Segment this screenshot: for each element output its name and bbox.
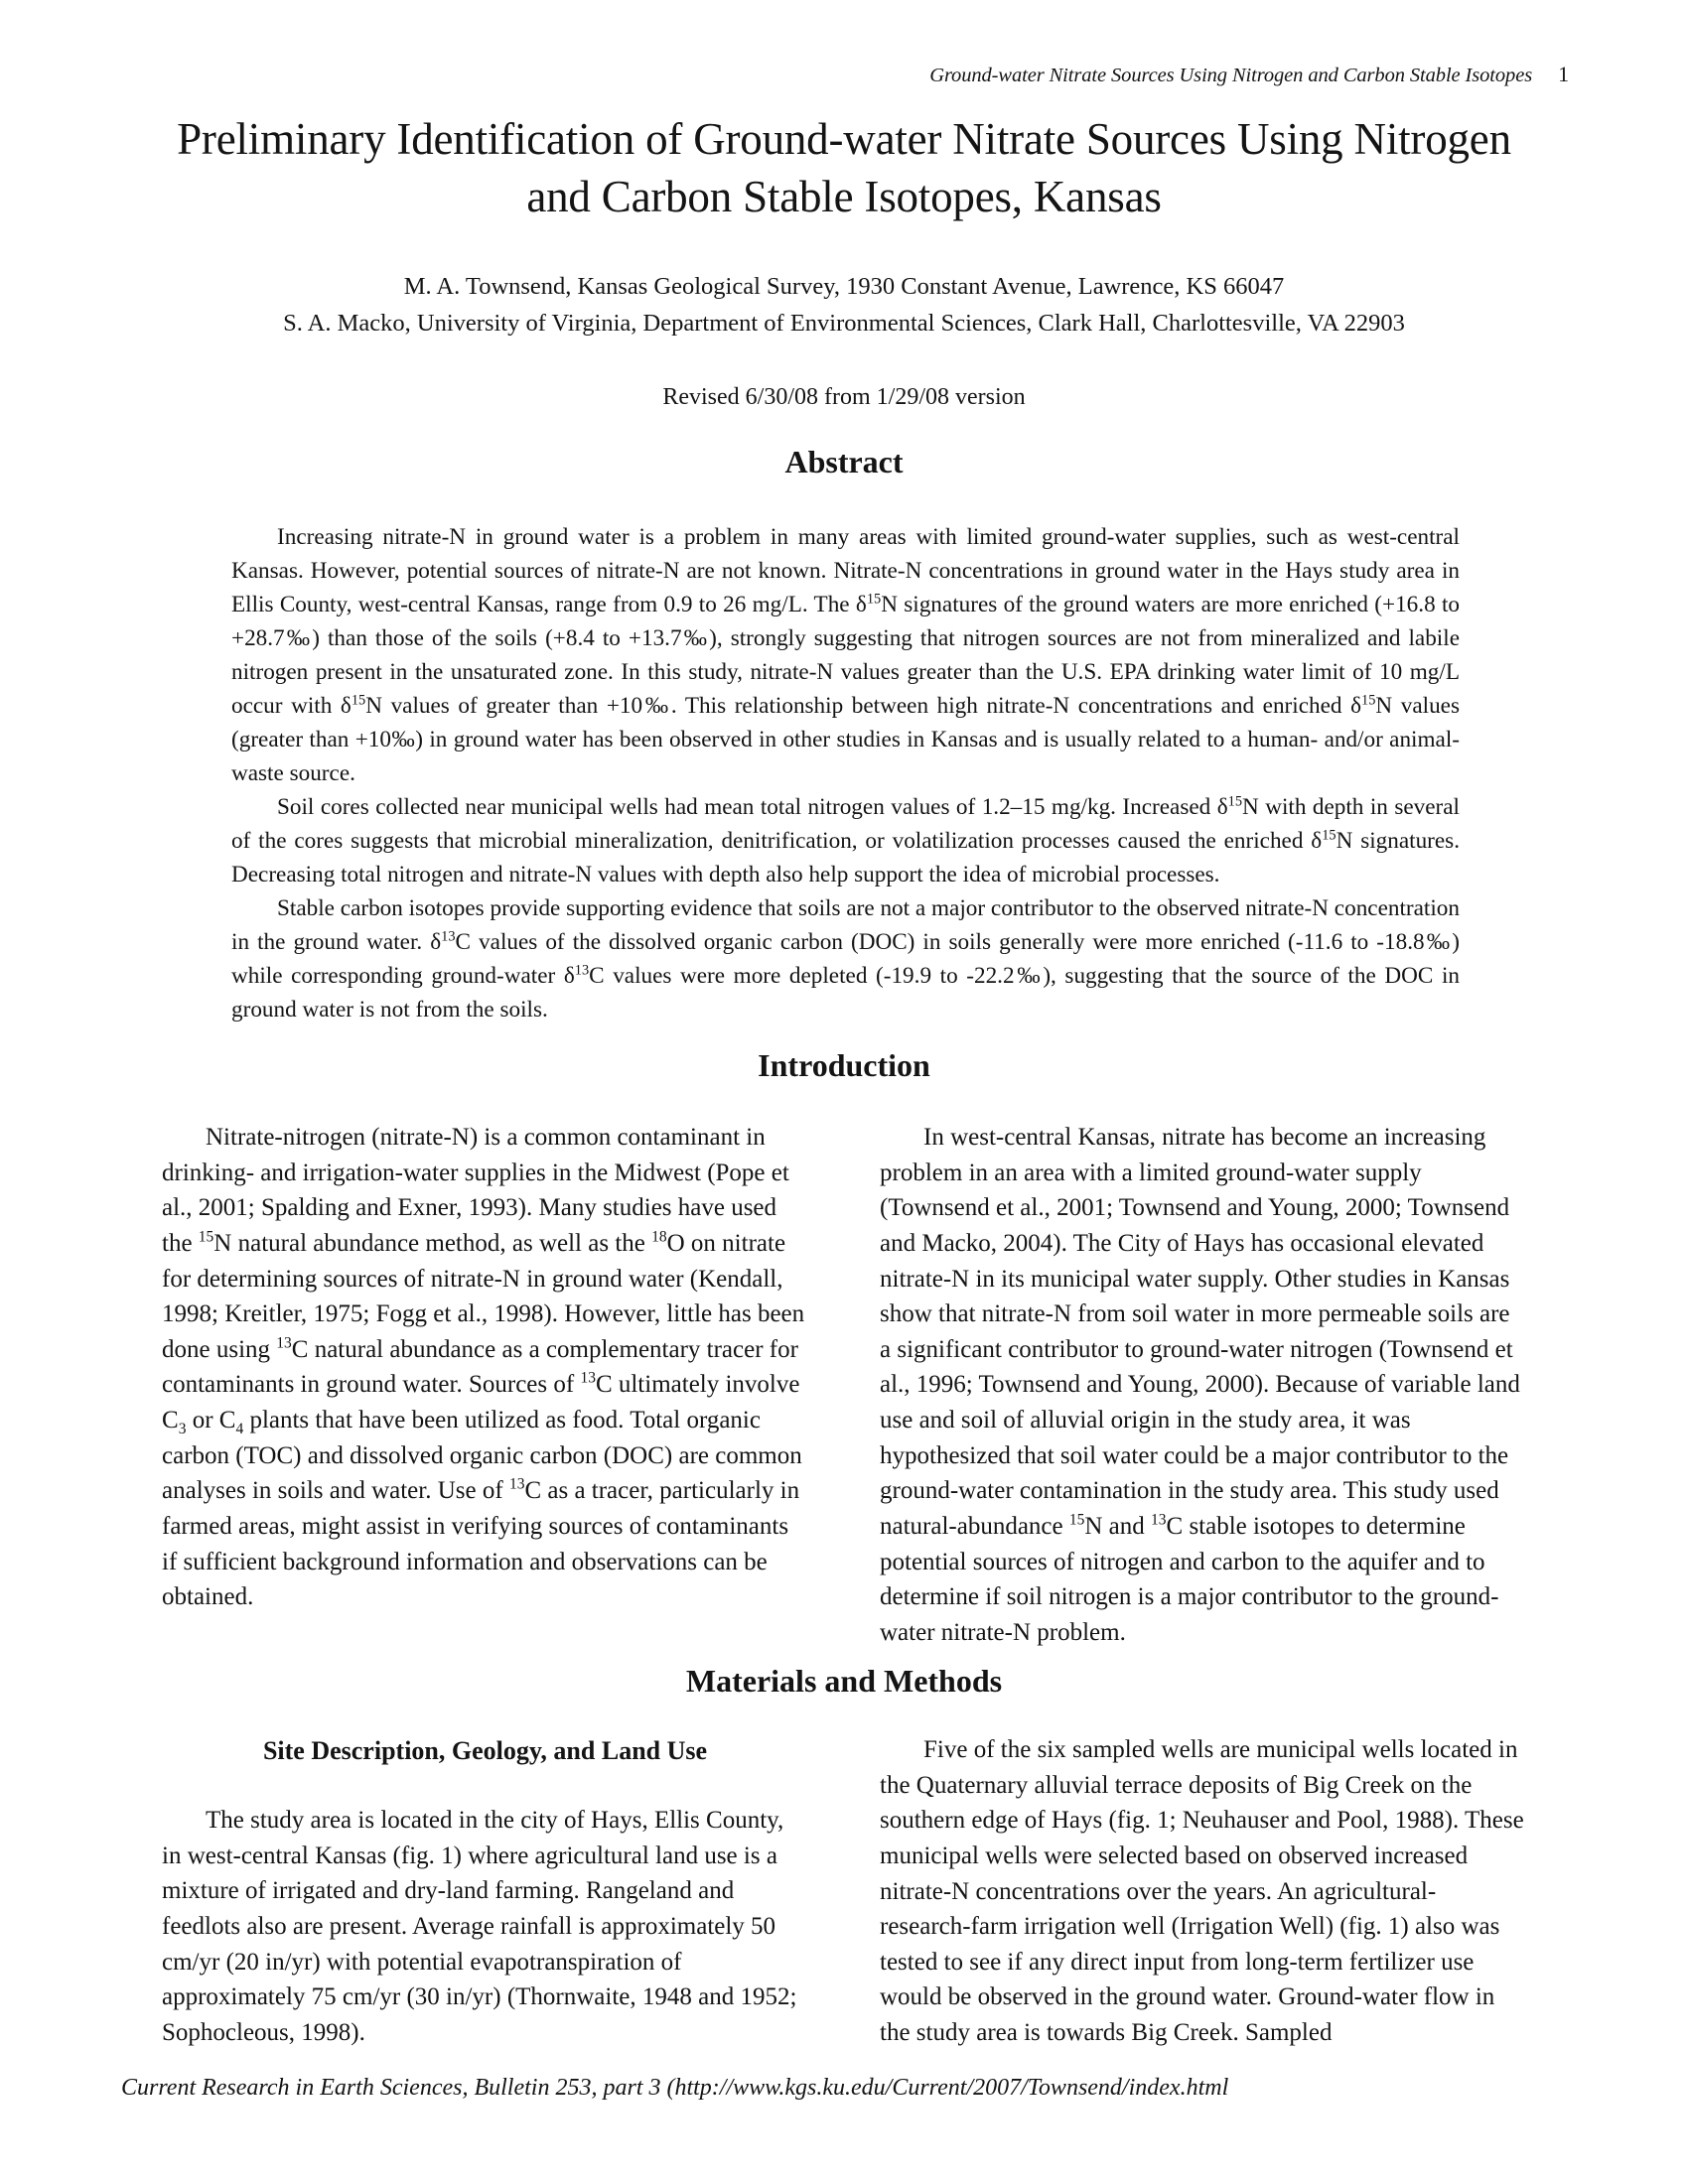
materials-right-column <box>880 1732 1526 2051</box>
page-title: Preliminary Identification of Ground-water Nitrate Sources Using Nitrogen and Carbon Stable Isotopes, Kansas <box>177 114 1511 221</box>
introduction-right-column <box>880 1120 1526 1650</box>
page-number: 1 <box>1558 62 1569 86</box>
author-line-2: S. A. Macko, University of Virginia, Department of Environmental Sciences, Clark Hall, Charlottesville, VA 22903 <box>283 309 1405 337</box>
footer-citation: Current Research in Earth Sciences, Bulletin 253, part 3 (http://www.kgs.ku.edu/Current/2007/Townsend/index.html <box>121 2075 1229 2101</box>
abstract-body <box>231 521 1460 1027</box>
introduction-left-column <box>162 1120 808 1650</box>
introduction-heading: Introduction <box>758 1047 930 1083</box>
abstract-heading: Abstract <box>784 444 904 479</box>
materials-paragraph-right: Five of the six sampled wells are municipal wells located in the Quaternary alluvial terrace deposits of Big Creek on the southern edge of Hays (fig. 1; Neuhauser and Pool, 1988). These municipal wells were selected based on observed increased nitrate-N concentrations over the years. An agricultural-research-farm irrigation well (Irrigation Well) (fig. 1) also was tested to see if any direct input from long-term fertilizer use would be observed in the ground water. Ground-water flow in the study area is towards Big Creek. Sampled <box>880 1736 1524 2046</box>
author-line-1: M. A. Townsend, Kansas Geological Survey, 1930 Constant Avenue, Lawrence, KS 66047 <box>403 273 1285 301</box>
introduction-columns <box>162 1120 1527 1650</box>
author-affiliation-block <box>149 269 1539 342</box>
title-block <box>149 111 1539 411</box>
running-head <box>929 62 1569 87</box>
site-description-subheading: Site Description, Geology, and Land Use <box>262 1736 708 1765</box>
revision-note: Revised 6/30/08 from 1/29/08 version <box>662 383 1026 410</box>
abstract-paragraph-2: Soil cores collected near municipal wells had mean total nitrogen values of 1.2–15 mg/kg. Increased $\delta^{15}N$ with depth in several of the cores suggests that microbial mineralization, denitrification, or volatilization processes caused the enriched $\delta^{15}N$ signatures. Decreasing total nitrogen and nitrate-N values with depth also help support the idea of microbial processes. <box>231 793 1461 887</box>
materials-and-methods-heading: Materials and Methods <box>685 1663 1003 1699</box>
running-head-title: Ground-water Nitrate Sources Using Nitrogen and Carbon Stable Isotopes <box>929 65 1533 86</box>
materials-left-column <box>162 1732 808 2051</box>
abstract-paragraph-3: Stable carbon isotopes provide supporting evidence that soils are not a major contributor to the observed nitrate-N concentration in the ground water. $\delta^{13}C$ values of the dissolved organic carbon (DOC) in soils generally were more enriched (-11.6 to -18.8‰) while corresponding ground-water $\delta^{13}C$ values were more depleted (-19.9 to -22.2‰), suggesting that the source of the DOC in ground water is not from the soils. <box>231 894 1460 1023</box>
materials-and-methods-columns <box>162 1732 1527 2051</box>
materials-paragraph-left: The study area is located in the city of Hays, Ellis County, in west-central Kansas (fig. 1) where agricultural land use is a mixture of irrigated and dry-land farming. Rangeland and feedlots also are present. Average rainfall is approximately 50 cm/yr (20 in/yr) with potential evapotranspiration of approximately 75 cm/yr (30 in/yr) (Thornwaite, 1948 and 1952; Sophocleous, 1998). <box>162 1807 797 2046</box>
introduction-paragraph-left: Nitrate-nitrogen (nitrate-N) is a common contaminant in drinking- and irrigation-water supplies in the Midwest (Pope et al., 2001; Spalding and Exner, 1993). Many studies have used the $^{15}$N natural abundance method, as well as the $^{18}$O on nitrate for determining sources of nitrate-N in ground water (Kendall, 1998; Kreitler, 1975; Fogg et al., 1998). However, little has been done using $^{13}$C natural abundance as a complementary tracer for contaminants in ground water. Sources of $^{13}$C ultimately involve $C_3$ or $C_4$ plants that have been utilized as food. Total organic carbon (TOC) and dissolved organic carbon (DOC) are common analyses in soils and water. Use of $^{13}$C as a tracer, particularly in farmed areas, might assist in verifying sources of contaminants if sufficient background information and observations can be obtained. <box>162 1124 805 1611</box>
introduction-paragraph-right: In west-central Kansas, nitrate has become an increasing problem in an area with a limited ground-water supply (Townsend et al., 2001; Townsend and Young, 2000; Townsend and Macko, 2004). The City of Hays has occasional elevated nitrate-N in its municipal water supply. Other studies in Kansas show that nitrate-N from soil water in more permeable soils are a significant contributor to ground-water nitrogen (Townsend et al., 1996; Townsend and Young, 2000). Because of variable land use and soil of alluvial origin in the study area, it was hypothesized that soil water could be a major contributor to the ground-water contamination in the study area. This study used natural-abundance $^{15}$N and $^{13}$C stable isotopes to determine potential sources of nitrogen and carbon to the aquifer and to determine if soil nitrogen is a major contributor to the ground-water nitrate-N problem. <box>880 1124 1520 1646</box>
abstract-paragraph-1: Increasing nitrate-N in ground water is a problem in many areas with limited ground-water supplies, such as west-central Kansas. However, potential sources of nitrate-N are not known. Nitrate-N concentrations in ground water in the Hays study area in Ellis County, west-central Kansas, range from 0.9 to 26 mg/L. The $\delta^{15}N$ signatures of the ground waters are more enriched (+16.8 to +28.7‰) than those of the soils (+8.4 to +13.7‰), strongly suggesting that nitrogen sources are not from mineralized and labile nitrogen present in the unsaturated zone. In this study, nitrate-N values greater than the U.S. EPA drinking water limit of 10 mg/L occur with $\delta^{15}N$ values of greater than +10‰. This relationship between high nitrate-N concentrations and enriched $\delta^{15}N$ values (greater than +10‰) in ground water has been observed in other studies in Kansas and is usually related to a human- and/or animal-waste source. <box>231 524 1461 786</box>
